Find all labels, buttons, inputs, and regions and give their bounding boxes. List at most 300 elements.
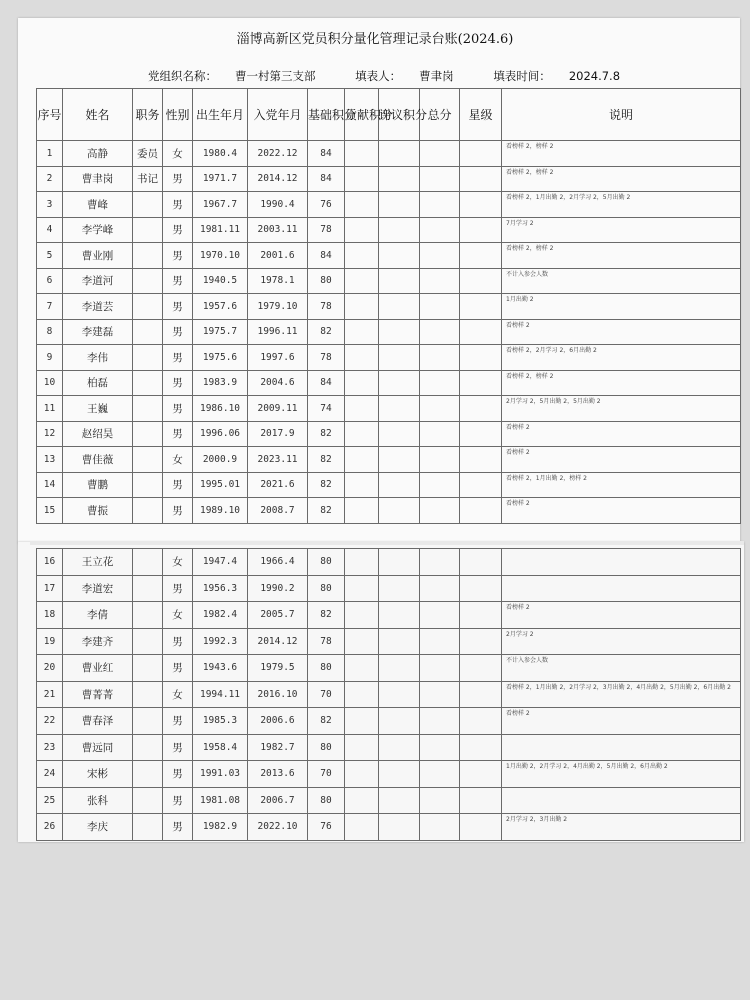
cell-position [133,708,163,735]
cell-review [379,549,420,576]
cell-name: 曹远同 [63,734,133,761]
cell-gender: 男 [163,319,193,345]
cell-name: 柏磊 [63,370,133,396]
cell-gender: 男 [163,498,193,524]
cell-birth: 1982.4 [193,602,248,629]
table-row [37,396,741,422]
cell-review [379,447,420,473]
cell-contribution [345,602,379,629]
cell-contribution [345,294,379,320]
table-row [37,141,741,167]
cell-total [420,319,460,345]
cell-review [379,166,420,192]
cell-birth: 1943.6 [193,655,248,682]
cell-join-date: 1978.1 [248,268,308,294]
cell-contribution [345,681,379,708]
cell-base-score: 82 [308,708,345,735]
cell-total [420,575,460,602]
cell-review [379,708,420,735]
cell-notes: 2月学习 2，3月出勤 2 [502,814,741,841]
cell-star [460,447,502,473]
cell-gender: 女 [163,447,193,473]
table-row [37,217,741,243]
col-header-name: 姓名 [63,89,133,141]
cell-base-score: 80 [308,734,345,761]
cell-review [379,681,420,708]
cell-star [460,370,502,396]
cell-star [460,734,502,761]
cell-total [420,192,460,218]
cell-total [420,294,460,320]
cell-position [133,294,163,320]
cell-birth: 1991.03 [193,761,248,788]
cell-base-score: 80 [308,549,345,576]
cell-birth: 1992.3 [193,628,248,655]
cell-contribution [345,472,379,498]
cell-index: 18 [37,602,63,629]
cell-review [379,472,420,498]
cell-position [133,734,163,761]
cell-name: 李建磊 [63,319,133,345]
cell-join-date: 2016.10 [248,681,308,708]
cell-join-date: 2014.12 [248,166,308,192]
cell-index: 16 [37,549,63,576]
table-row [37,628,741,655]
col-header-review: 评议积分 [379,89,420,141]
cell-star [460,421,502,447]
cell-position [133,217,163,243]
cell-gender: 男 [163,421,193,447]
cell-base-score: 78 [308,294,345,320]
cell-name: 曹春泽 [63,708,133,735]
cell-total [420,655,460,682]
cell-contribution [345,734,379,761]
cell-total [420,421,460,447]
cell-position [133,243,163,269]
cell-name: 宋彬 [63,761,133,788]
cell-position [133,421,163,447]
table-row [37,761,741,788]
cell-notes: 看榜样 2，榜样 2 [502,370,741,396]
cell-total [420,166,460,192]
cell-name: 赵绍昊 [63,421,133,447]
cell-name: 李建齐 [63,628,133,655]
cell-notes: 7月学习 2 [502,217,741,243]
cell-join-date: 1982.7 [248,734,308,761]
cell-birth: 1940.5 [193,268,248,294]
cell-join-date: 2013.6 [248,761,308,788]
cell-notes: 看榜样 2，2月学习 2，6月出勤 2 [502,345,741,371]
cell-birth: 1981.08 [193,787,248,814]
cell-gender: 女 [163,549,193,576]
cell-base-score: 84 [308,141,345,167]
cell-name: 曹业红 [63,655,133,682]
cell-index: 19 [37,628,63,655]
cell-index: 24 [37,761,63,788]
cell-star [460,472,502,498]
cell-notes: 看榜样 2 [502,602,741,629]
cell-position [133,472,163,498]
cell-total [420,370,460,396]
cell-name: 高静 [63,141,133,167]
party-org-field [148,69,334,83]
ledger-table-bottom [36,548,741,841]
table-row [37,192,741,218]
cell-position [133,814,163,841]
cell-total [420,268,460,294]
table-row [37,734,741,761]
cell-review [379,498,420,524]
cell-index: 9 [37,345,63,371]
cell-star [460,166,502,192]
col-header-contribution: 贡献积分 [345,89,379,141]
col-header-star: 星级 [460,89,502,141]
cell-contribution [345,787,379,814]
cell-base-score: 82 [308,602,345,629]
cell-join-date: 2022.12 [248,141,308,167]
table-row [37,319,741,345]
cell-star [460,294,502,320]
cell-review [379,294,420,320]
cell-index: 13 [37,447,63,473]
cell-position [133,602,163,629]
cell-gender: 男 [163,166,193,192]
table-row [37,294,741,320]
cell-contribution [345,814,379,841]
cell-total [420,734,460,761]
cell-gender: 男 [163,655,193,682]
cell-star [460,602,502,629]
cell-review [379,761,420,788]
cell-join-date: 2023.11 [248,447,308,473]
document-title: 淄博高新区党员积分量化管理记录台账(2024.6) [236,32,514,47]
table-row [37,421,741,447]
cell-notes [502,549,741,576]
fill-date-label: 填表时间： [493,69,551,83]
cell-name: 张科 [63,787,133,814]
document-meta [148,68,656,84]
cell-join-date: 2008.7 [248,498,308,524]
cell-total [420,345,460,371]
cell-index: 17 [37,575,63,602]
cell-contribution [345,708,379,735]
cell-gender: 男 [163,575,193,602]
cell-position [133,575,163,602]
cell-contribution [345,549,379,576]
table-row [37,447,741,473]
cell-birth: 1982.9 [193,814,248,841]
cell-review [379,602,420,629]
cell-review [379,243,420,269]
col-header-total: 总分 [420,89,460,141]
cell-notes: 看榜样 2，榜样 2 [502,141,741,167]
party-org-value: 曹一村第三支部 [235,69,316,83]
cell-contribution [345,761,379,788]
cell-review [379,396,420,422]
cell-star [460,268,502,294]
cell-notes [502,734,741,761]
cell-total [420,549,460,576]
cell-position [133,787,163,814]
cell-name: 曹聿岗 [63,166,133,192]
cell-name: 李伟 [63,345,133,371]
table-row [37,370,741,396]
cell-notes: 2月学习 2 [502,628,741,655]
cell-gender: 男 [163,472,193,498]
table-row [37,498,741,524]
table-row [37,268,741,294]
cell-name: 李庆 [63,814,133,841]
cell-base-score: 80 [308,575,345,602]
cell-star [460,319,502,345]
cell-birth: 1947.4 [193,549,248,576]
cell-total [420,628,460,655]
cell-contribution [345,655,379,682]
cell-join-date: 1997.6 [248,345,308,371]
cell-notes: 看榜样 2，榜样 2 [502,166,741,192]
cell-review [379,655,420,682]
cell-contribution [345,447,379,473]
cell-review [379,628,420,655]
cell-join-date: 2017.9 [248,421,308,447]
cell-join-date: 2006.6 [248,708,308,735]
cell-star [460,141,502,167]
cell-star [460,761,502,788]
cell-name: 王巍 [63,396,133,422]
cell-index: 6 [37,268,63,294]
cell-notes: 看榜样 2，1月出勤 2，2月学习 2，3月出勤 2，4月出勤 2，5月出勤 2，6月出勤 2 [502,681,741,708]
cell-join-date: 2005.7 [248,602,308,629]
cell-position [133,345,163,371]
table-row [37,814,741,841]
filler-label: 填表人： [355,69,402,83]
cell-total [420,472,460,498]
cell-total [420,243,460,269]
cell-position [133,370,163,396]
cell-gender: 男 [163,243,193,269]
fill-date-value: 2024.7.8 [568,69,621,83]
cell-name: 李道芸 [63,294,133,320]
cell-base-score: 78 [308,628,345,655]
table-row [37,243,741,269]
ledger-table-top [36,88,741,524]
cell-review [379,370,420,396]
cell-star [460,498,502,524]
cell-birth: 1971.7 [193,166,248,192]
cell-base-score: 70 [308,761,345,788]
cell-review [379,141,420,167]
filler-field [355,69,472,83]
cell-join-date: 2009.11 [248,396,308,422]
cell-star [460,243,502,269]
cell-contribution [345,421,379,447]
col-header-position: 职务 [133,89,163,141]
cell-gender: 男 [163,761,193,788]
cell-index: 10 [37,370,63,396]
cell-birth: 1983.9 [193,370,248,396]
cell-base-score: 78 [308,217,345,243]
cell-index: 23 [37,734,63,761]
cell-star [460,549,502,576]
cell-gender: 女 [163,681,193,708]
cell-name: 李学峰 [63,217,133,243]
table-row [37,655,741,682]
cell-contribution [345,166,379,192]
cell-birth: 1975.6 [193,345,248,371]
cell-notes: 看榜样 2 [502,447,741,473]
cell-base-score: 82 [308,472,345,498]
table-header-row [37,89,741,141]
cell-name: 曹鹏 [63,472,133,498]
cell-birth: 1957.6 [193,294,248,320]
cell-base-score: 84 [308,166,345,192]
cell-birth: 1996.06 [193,421,248,447]
cell-base-score: 82 [308,421,345,447]
cell-birth: 1986.10 [193,396,248,422]
cell-review [379,268,420,294]
filler-value: 曹聿岗 [419,69,454,83]
col-header-gender: 性别 [163,89,193,141]
cell-birth: 1989.10 [193,498,248,524]
cell-join-date: 1979.5 [248,655,308,682]
cell-join-date: 2021.6 [248,472,308,498]
cell-birth: 1981.11 [193,217,248,243]
table-row [37,575,741,602]
cell-gender: 男 [163,192,193,218]
cell-notes: 看榜样 2 [502,498,741,524]
cell-notes: 不计入参会人数 [502,268,741,294]
cell-index: 8 [37,319,63,345]
cell-name: 曹峰 [63,192,133,218]
col-header-base-score: 基础积分 [308,89,345,141]
cell-gender: 男 [163,814,193,841]
table-row [37,787,741,814]
cell-total [420,396,460,422]
cell-gender: 男 [163,294,193,320]
cell-index: 25 [37,787,63,814]
col-header-join-date: 入党年月 [248,89,308,141]
cell-contribution [345,575,379,602]
cell-index: 11 [37,396,63,422]
cell-review [379,345,420,371]
cell-contribution [345,217,379,243]
cell-index: 12 [37,421,63,447]
cell-review [379,192,420,218]
cell-position [133,761,163,788]
page-fold [30,541,744,545]
cell-base-score: 78 [308,345,345,371]
cell-gender: 男 [163,396,193,422]
cell-star [460,192,502,218]
cell-review [379,575,420,602]
cell-base-score: 84 [308,243,345,269]
cell-name: 曹振 [63,498,133,524]
cell-notes: 不计入参会人数 [502,655,741,682]
cell-gender: 男 [163,370,193,396]
cell-star [460,217,502,243]
cell-base-score: 80 [308,787,345,814]
table-row [37,345,741,371]
cell-join-date: 1979.10 [248,294,308,320]
cell-review [379,734,420,761]
cell-review [379,319,420,345]
cell-base-score: 82 [308,319,345,345]
cell-total [420,447,460,473]
cell-position [133,319,163,345]
cell-notes: 看榜样 2 [502,708,741,735]
cell-base-score: 70 [308,681,345,708]
cell-star [460,575,502,602]
cell-join-date: 2004.6 [248,370,308,396]
cell-birth: 1975.7 [193,319,248,345]
cell-gender: 男 [163,268,193,294]
cell-index: 4 [37,217,63,243]
cell-index: 14 [37,472,63,498]
cell-position [133,396,163,422]
cell-position: 委员 [133,141,163,167]
cell-birth: 1995.01 [193,472,248,498]
cell-name: 李道河 [63,268,133,294]
cell-birth: 1958.4 [193,734,248,761]
cell-birth: 1970.10 [193,243,248,269]
cell-gender: 男 [163,217,193,243]
cell-base-score: 76 [308,814,345,841]
table-row [37,166,741,192]
table-row [37,708,741,735]
cell-contribution [345,319,379,345]
cell-birth: 1956.3 [193,575,248,602]
col-header-index: 序号 [37,89,63,141]
cell-name: 王立花 [63,549,133,576]
party-org-label: 党组织名称： [148,69,217,83]
cell-gender: 女 [163,602,193,629]
cell-join-date: 1990.2 [248,575,308,602]
cell-birth: 2000.9 [193,447,248,473]
cell-notes: 看榜样 2，1月出勤 2，榜样 2 [502,472,741,498]
cell-base-score: 82 [308,447,345,473]
cell-name: 曹佳薇 [63,447,133,473]
cell-contribution [345,396,379,422]
cell-position [133,268,163,294]
cell-position [133,628,163,655]
cell-star [460,628,502,655]
cell-index: 21 [37,681,63,708]
cell-position [133,447,163,473]
cell-total [420,708,460,735]
col-header-birth: 出生年月 [193,89,248,141]
cell-birth: 1967.7 [193,192,248,218]
cell-index: 1 [37,141,63,167]
cell-total [420,787,460,814]
cell-gender: 女 [163,141,193,167]
cell-notes: 看榜样 2 [502,421,741,447]
cell-name: 李倩 [63,602,133,629]
cell-join-date: 1966.4 [248,549,308,576]
cell-index: 26 [37,814,63,841]
cell-total [420,602,460,629]
cell-index: 20 [37,655,63,682]
cell-position [133,681,163,708]
cell-total [420,681,460,708]
cell-name: 李道宏 [63,575,133,602]
cell-star [460,655,502,682]
cell-notes: 看榜样 2，1月出勤 2，2月学习 2，5月出勤 2 [502,192,741,218]
cell-index: 3 [37,192,63,218]
cell-contribution [345,141,379,167]
cell-contribution [345,192,379,218]
cell-notes: 1月出勤 2 [502,294,741,320]
cell-star [460,814,502,841]
